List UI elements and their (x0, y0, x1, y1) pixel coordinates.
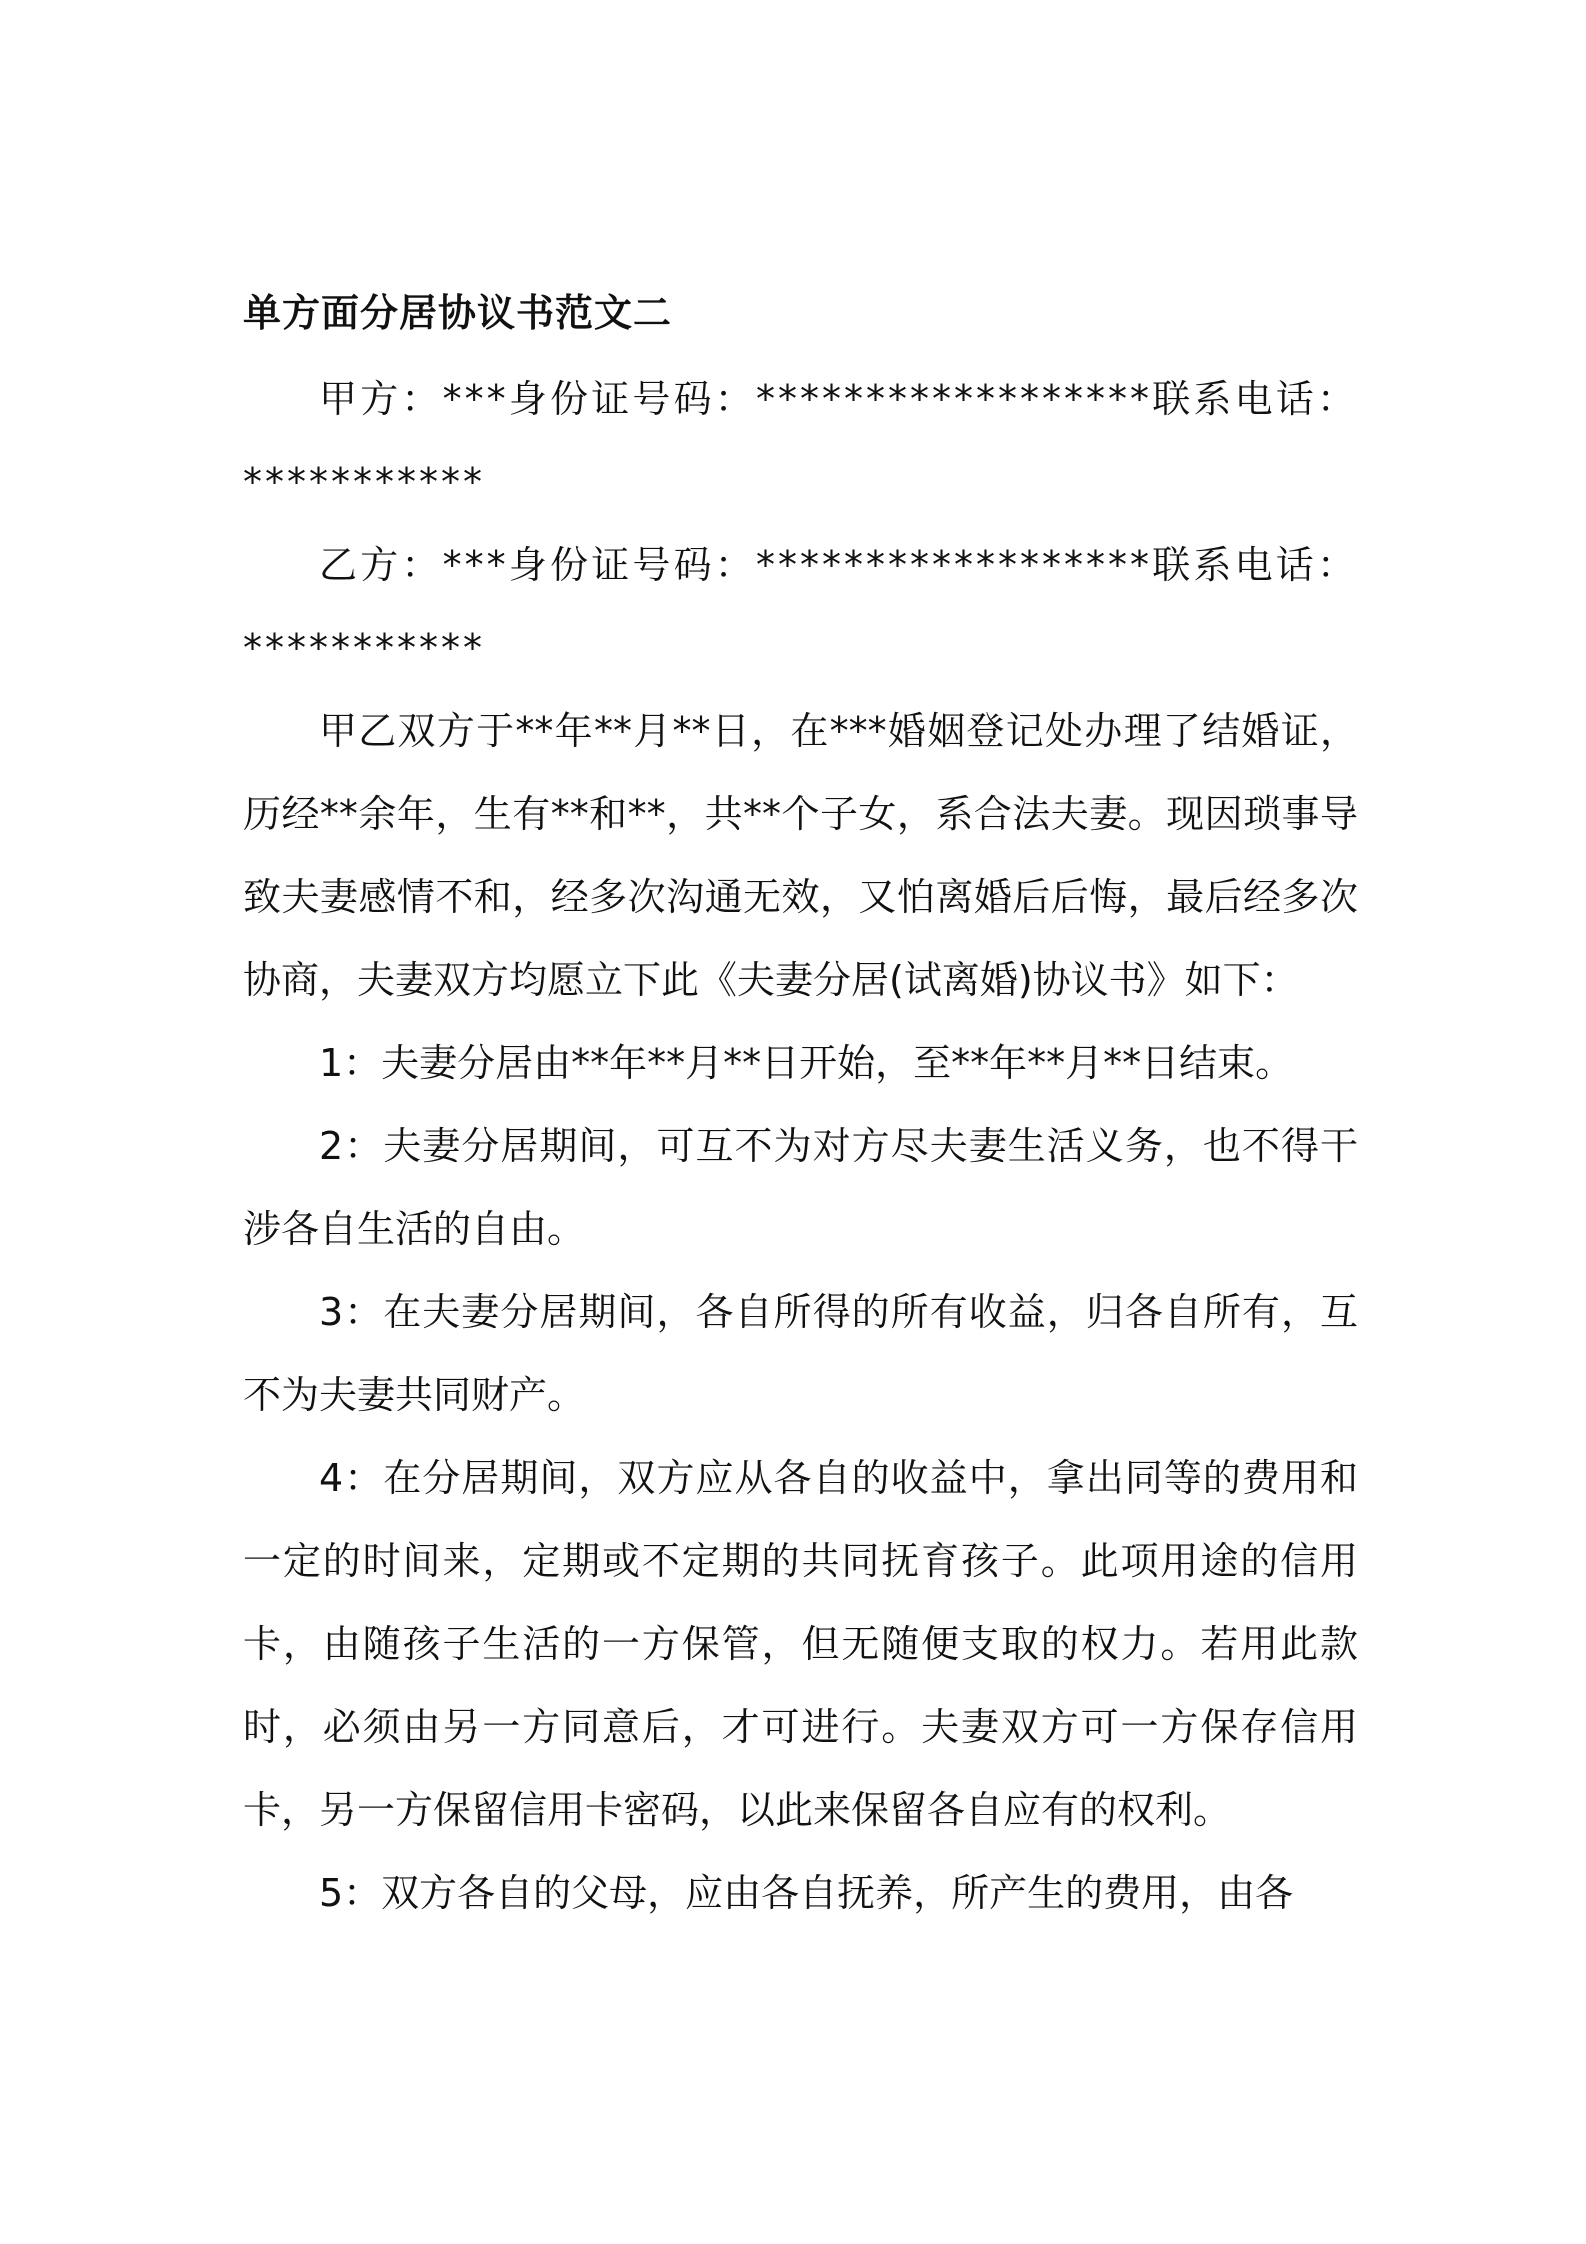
clause-5: 5：双方各自的父母，应由各自抚养，所产生的费用，由各 (319, 1871, 1294, 1915)
party-b-info: 乙方：***身份证号码：******************联系电话：*********** (243, 543, 1358, 670)
document-title: 单方面分居协议书范文二 (243, 291, 673, 335)
intro-paragraph: 甲乙双方于**年**月**日，在***婚姻登记处办理了结婚证，历经**余年，生有**和**，共**个子女，系合法夫妻。现因琐事导致夫妻感情不和，经多次沟通无效，又怕离婚后后悔，最后经多次协商，夫妻双方均愿立下此《夫妻分居(试离婚)协议书》如下： (243, 709, 1358, 1002)
document-body (243, 284, 1358, 1935)
clause-1: 1：夫妻分居由**年**月**日开始，至**年**月**日结束。 (319, 1041, 1294, 1085)
party-a-info: 甲方：***身份证号码：******************联系电话：*********** (243, 377, 1358, 504)
clause-3: 3：在夫妻分居期间，各自所得的所有收益，归各自所有，互不为夫妻共同财产。 (243, 1290, 1358, 1417)
clause-2: 2：夫妻分居期间，可互不为对方尽夫妻生活义务，也不得干涉各自生活的自由。 (243, 1124, 1358, 1251)
clause-4: 4：在分居期间，双方应从各自的收益中，拿出同等的费用和一定的时间来，定期或不定期的共同抚育孩子。此项用途的信用卡，由随孩子生活的一方保管，但无随便支取的权力。若用此款时，必须由另一方同意后，才可进行。夫妻双方可一方保存信用卡，另一方保留信用卡密码，以此来保留各自应有的权利。 (243, 1456, 1358, 1832)
